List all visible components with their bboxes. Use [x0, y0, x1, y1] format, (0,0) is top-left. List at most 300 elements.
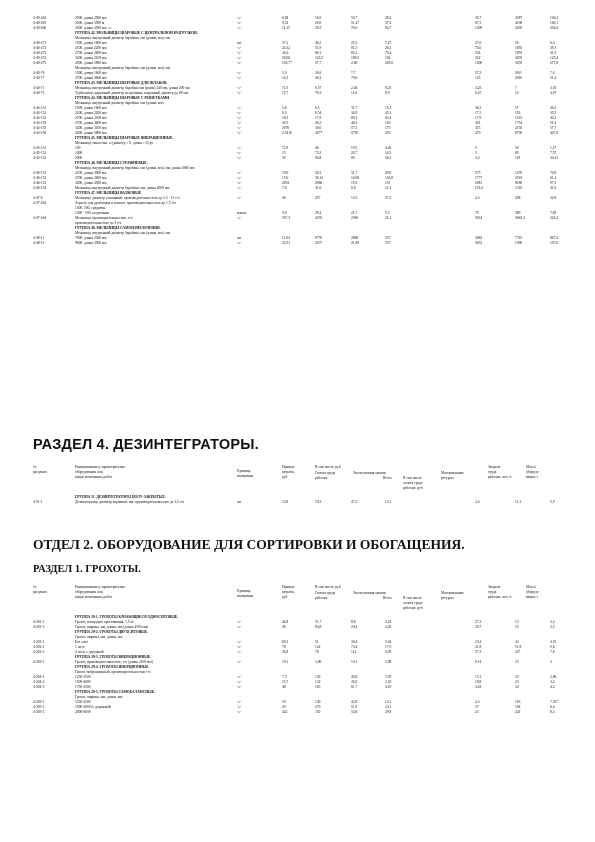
name-cell: 7000, длина 2300 мм	[75, 236, 107, 240]
code-cell: 4-40-266	[33, 26, 47, 30]
machine-cell: 76,0	[351, 26, 358, 30]
direct-cost-cell: 11,15	[282, 26, 290, 30]
machine-cell: 2,46	[351, 86, 358, 90]
machine-wage-cell: 45,3	[385, 111, 392, 115]
group-title: ГРУППА 29-2. ГРОХОТЫ ДВУХСИТОВЫЕ.	[75, 630, 148, 634]
header-mach-wage: В том числе оплата труда рабочих, руб.	[403, 596, 424, 610]
machine-cell: 31,7	[351, 106, 358, 110]
machine-wage-cell: 537	[385, 236, 391, 240]
direct-cost-cell: 15	[282, 151, 286, 155]
name-cell: 2700, длина 3600 мм	[75, 76, 107, 80]
material-cell: 5632	[475, 241, 483, 245]
wage-cell: 150	[315, 710, 321, 714]
machine-cell: 2000	[351, 236, 359, 240]
machine-cell: 48,3	[351, 121, 358, 125]
unit-cell: шт	[237, 500, 242, 504]
otdel-2-block	[33, 536, 567, 715]
unit-cell: -»-	[237, 21, 242, 25]
wage-cell: 26,6	[315, 71, 322, 75]
mass-cell: 5,5	[550, 500, 555, 504]
unit-cell: -»-	[237, 620, 242, 624]
header-mach-all: Всего	[383, 596, 392, 600]
group-title: ГРУППА 44. МЕЛЬНИЦЫ ШАРОВЫЕ С РЕШЕТКАМИ.	[75, 96, 170, 100]
name-cell: 3200, длина 4500 мм	[75, 181, 107, 185]
machine-wage-cell: 136,8	[385, 176, 394, 180]
wage-cell: 17,9	[315, 116, 322, 120]
code-cell: 4-46-152	[33, 176, 47, 180]
name-cell: Грохот, ширина, мм, длина, мм	[75, 635, 123, 639]
machine-cell: 0,8	[351, 186, 356, 190]
machine-wage-cell: 7,27	[385, 41, 392, 45]
name-cell: Дезинтегратор, диаметр корзинки, мм, производительностью до 3,5 т/ч	[75, 500, 185, 504]
unit-cell: -»-	[237, 196, 242, 200]
machine-cell: 81,5	[351, 46, 358, 50]
header-mach-all: Всего	[383, 476, 392, 480]
code-cell: 4-201-1	[33, 620, 45, 624]
mass-cell: 125,4	[550, 56, 559, 60]
machine-cell: 180,5	[351, 56, 360, 60]
mass-cell: 277,8	[550, 61, 559, 65]
mass-cell: 97,5	[550, 181, 557, 185]
direct-cost-cell: 9,0	[282, 211, 287, 215]
wage-cell: 84,8	[315, 625, 322, 629]
unit-cell: -»-	[237, 625, 242, 629]
machine-cell: 73,4	[351, 645, 358, 649]
name-cell: 2700, длина 3600 мм	[75, 51, 107, 55]
code-cell: 4-202-1	[33, 640, 45, 644]
labor-cell: 50	[515, 41, 519, 45]
group-title: ГРУППА 29-1. ГРОХОТЫ КАЧАЮЩИЕСЯ ОДНОСИТОВЫЕ.	[75, 615, 179, 619]
direct-cost-cell: 78	[282, 645, 286, 649]
machine-cell: 50,7	[351, 16, 358, 20]
machine-cell: 61,7	[351, 685, 358, 689]
code-cell: 4-40-274	[33, 56, 47, 60]
material-cell: 24,8	[475, 685, 482, 689]
machine-cell: 5795	[351, 131, 359, 135]
group-title: ГРУППА 51. ДЕЗИНТЕГРАТОРЫ ПОЛУ-ЗАКРЫТЫЕ.	[75, 495, 166, 499]
machine-wage-cell: 151	[385, 181, 391, 185]
machine-wage-cell: 2,24	[385, 620, 392, 624]
labor-cell: 42	[515, 640, 519, 644]
mass-cell: 5,6	[550, 645, 555, 649]
group-title: ГРУППА 45. МЕЛЬНИЦЫ ШАРОВЫЕ ВИБРАЦИОННЫЕ.	[75, 136, 174, 140]
header-direct: Прямые затраты, руб.	[282, 465, 295, 479]
code-cell: 4-204-3	[33, 685, 45, 689]
header-mass: Масса оборудо- вания, т	[526, 465, 540, 479]
code-cell: 4-47-264	[33, 216, 47, 220]
machine-cell: 7,7	[351, 71, 356, 75]
group-title: ГРУППА 42. МОЛЬНИЦЫ ШАРОВЫЕ С ЦЕНТРАЛЬНОЙ РАЗГРУЗКОЙ.	[75, 31, 198, 35]
wage-cell: 4577	[315, 131, 323, 135]
material-cell: 57,3	[475, 650, 482, 654]
top-table-block	[33, 16, 567, 246]
code-cell: 4-40-271	[33, 41, 47, 45]
wage-cell: 94,8	[315, 156, 322, 160]
wage-cell: 80,1	[315, 51, 322, 55]
machine-wage-cell: 37,3	[385, 196, 392, 200]
wage-cell: 31,6	[315, 186, 322, 190]
machine-cell: 47,3	[351, 500, 358, 504]
unit-cell: -»-	[237, 675, 242, 679]
name-cell: Грохот, ширина, мм, длина, мм (длина 4500 мм)	[75, 625, 149, 629]
wage-cell: 6,57	[315, 86, 322, 90]
unit-cell: -»-	[237, 76, 242, 80]
labor-cell: 1754	[515, 121, 523, 125]
direct-cost-cell: 15,7	[282, 680, 289, 684]
header-name: Наименование и характеристика оборудования или видов монтажных работ	[75, 585, 125, 599]
machine-wage-cell: 13,1	[385, 500, 392, 504]
unit-cell: -»-	[237, 181, 242, 185]
mass-cell: 222,4	[550, 216, 559, 220]
machine-cell: 19,5	[351, 181, 358, 185]
wage-cell: 54,3	[315, 500, 322, 504]
wage-cell: 51,7	[315, 620, 322, 624]
direct-cost-cell: 2054	[282, 181, 290, 185]
direct-cost-cell: 36,8	[282, 650, 289, 654]
mass-cell: 7,357	[550, 700, 559, 704]
mass-cell: 2	[550, 660, 552, 664]
code-cell: 4-48-11	[33, 236, 45, 240]
name-cell: 2500, длина 3500 м	[75, 21, 105, 25]
unit-cell: -»-	[237, 156, 242, 160]
machine-cell: 21,49	[351, 241, 360, 245]
header-mat: Материальные ресурсы	[441, 591, 464, 600]
material-cell: 57,5	[475, 71, 482, 75]
wage-cell: 51,9	[315, 46, 322, 50]
table-row	[33, 241, 590, 246]
material-cell: 470	[475, 131, 481, 135]
wage-cell: 16,9	[315, 16, 322, 20]
wage-cell: 140	[315, 700, 321, 704]
material-cell: 74,0	[475, 46, 482, 50]
wage-cell: 9776	[315, 236, 323, 240]
header-incl: В том числе, руб.	[315, 585, 342, 589]
unit-cell: -»-	[237, 86, 242, 90]
material-cell: 2081	[475, 181, 483, 185]
labor-cell: 2519	[515, 176, 523, 180]
code-cell: 4-46-154	[33, 186, 47, 190]
name-cell: 1500-4000	[75, 680, 91, 684]
name-cell: 1500, длина 1600 мм	[75, 41, 107, 45]
machine-wage-cell: 453	[385, 131, 391, 135]
machine-cell: 31,7	[351, 171, 358, 175]
header-mach: Эксплуатация машин	[353, 591, 386, 595]
labor-cell: 5476	[515, 61, 523, 65]
unit-cell: -»-	[237, 61, 242, 65]
labor-cell: 11,3	[515, 500, 522, 504]
name-cell: 3500, длина 2500 мм -»-	[75, 26, 112, 30]
rates-table-otdel-2	[33, 615, 590, 715]
code-cell: 4-44-152	[33, 111, 47, 115]
mass-cell: 1,47	[550, 146, 557, 150]
code-cell: 4-202-3	[33, 650, 45, 654]
name-cell: 3200, длина 3100 мм	[75, 56, 107, 60]
labor-cell: 2150	[515, 126, 523, 130]
name-cell: 3200, длина 3100 мм	[75, 126, 107, 130]
name-cell: Мельница, диаметр оснований, производительностью до 3,5 - 15 т/ч	[75, 196, 180, 200]
direct-cost-cell: 9,52	[282, 21, 289, 25]
material-cell: 3	[475, 151, 477, 155]
machine-cell: 24,7	[351, 151, 358, 155]
machine-wage-cell: 557	[385, 241, 391, 245]
unit-cell: -»-	[237, 91, 242, 95]
name-cell: 2100, длина 3000 мм	[75, 171, 107, 175]
unit-cell: -»-	[237, 241, 242, 245]
wage-cell: 57,7	[315, 61, 322, 65]
material-cell: 17,9	[475, 116, 482, 120]
name-cell: 1750-4500	[75, 685, 91, 689]
labor-cell: 118	[515, 156, 521, 160]
code-cell: 4-44-154	[33, 121, 47, 125]
material-cell: 27,0	[475, 41, 482, 45]
mass-cell: 61,4	[550, 176, 557, 180]
direct-cost-cell: 28	[282, 625, 286, 629]
machine-cell: 80,2	[351, 116, 358, 120]
name-cell: 2100, длина 2200 мм	[75, 46, 107, 50]
code-cell: 4-40-71	[33, 86, 45, 90]
machine-cell: 54,6	[351, 710, 358, 714]
header-labor: Затраты труда рабочих, чел.-ч	[488, 585, 512, 599]
labor-cell: 7745	[515, 236, 523, 240]
machine-wage-cell: 6,95	[385, 650, 392, 654]
material-cell: 78	[475, 211, 479, 215]
code-cell: 4-44-156	[33, 131, 47, 135]
material-cell: 4,3	[475, 196, 480, 200]
machine-wage-cell: 102	[385, 56, 391, 60]
machine-wage-cell: 11,3	[385, 186, 392, 190]
labor-cell: 163	[515, 700, 521, 704]
direct-cost-cell: 15,7	[282, 91, 289, 95]
labor-cell: 8180	[515, 181, 523, 185]
rates-table-section-4	[33, 495, 590, 505]
machine-wage-cell: 8,9	[385, 91, 390, 95]
header-mat: Материальные ресурсы	[441, 471, 464, 480]
section-4-block	[33, 437, 567, 505]
material-cell: 8,14	[475, 660, 482, 664]
header-labor: Затраты труда рабочих, чел.-ч	[488, 465, 512, 479]
code-cell: 4-40-265	[33, 21, 47, 25]
table-row	[33, 500, 590, 505]
unit-cell: компл.	[237, 211, 248, 215]
direct-cost-cell: 15,0	[282, 176, 289, 180]
labor-cell: 227	[515, 650, 521, 654]
mass-cell: 41,0	[550, 186, 557, 190]
wage-cell: 78	[315, 650, 319, 654]
header-num: № расценок	[33, 585, 47, 594]
code-cell: 4-51-1	[33, 500, 43, 504]
group-title: ГРУППА 48. МЕЛЬНИЦЫ САМОИЗМЕЛЬЧЕНИЯ.	[75, 226, 161, 230]
mass-cell: 41,5	[550, 51, 557, 55]
unit-cell: -»-	[237, 56, 242, 60]
unit-cell: -»-	[237, 116, 242, 120]
header-direct: Прямые затраты, руб.	[282, 585, 295, 599]
mass-cell: 447,8	[550, 131, 559, 135]
group-title: ГРУППА 29-5. ГРОХОТЫ САМОБАЛАНСНЫЕ.	[75, 690, 155, 694]
material-cell: 4,3	[475, 700, 480, 704]
name-cell: 2100, длина 2200 мм	[75, 111, 107, 115]
direct-cost-cell: 20	[282, 705, 286, 709]
unit-cell: -»-	[237, 146, 242, 150]
name-cell: Турболизер, наружный диаметр по кромкам, наружный диаметр до 89 мм	[75, 91, 188, 95]
material-cell: 31,8	[475, 645, 482, 649]
mass-cell: 6,4	[550, 41, 555, 45]
material-cell: 254	[475, 51, 481, 55]
machine-wage-cell: 4,26	[385, 146, 392, 150]
machine-wage-cell: 94,7	[385, 26, 392, 30]
material-cell: 322	[475, 56, 481, 60]
labor-cell: 2010	[515, 76, 523, 80]
name-cell: 100	[75, 146, 81, 150]
unit-cell: -»-	[237, 216, 242, 220]
material-cell: 151,6	[475, 186, 484, 190]
direct-cost-cell: 8,84	[282, 16, 289, 20]
unit-cell: -»-	[237, 121, 242, 125]
name-cell: 1500, длина 1600 мм	[75, 106, 107, 110]
code-cell: 4-40-77	[33, 76, 45, 80]
direct-cost-cell: 9,0	[282, 111, 287, 115]
wage-cell: 122	[315, 645, 321, 649]
labor-cell: 57	[515, 106, 519, 110]
name-cell: Мельница, внутренний диаметр барабана, мм (длина, мм)	[75, 101, 164, 105]
material-cell: 575	[475, 171, 481, 175]
material-cell: 201	[475, 121, 481, 125]
mass-cell: 867,4	[550, 236, 559, 240]
header-unit: Единица измерения	[237, 589, 254, 598]
wage-cell: 26,5	[315, 121, 322, 125]
unit-cell: -»-	[237, 51, 242, 55]
material-cell: 23	[475, 710, 479, 714]
labor-cell: 1000	[515, 241, 523, 245]
labor-cell: 224	[515, 710, 521, 714]
mass-cell: 7,8	[550, 650, 555, 654]
unit-cell: -»-	[237, 171, 242, 175]
header-unit: Единица измерения	[237, 469, 254, 478]
machine-cell: 70,0	[351, 76, 358, 80]
machine-cell: 21,7	[351, 211, 358, 215]
name-cell: 1300 - 500, подъемник	[75, 211, 110, 215]
machine-wage-cell: 2,25	[385, 680, 392, 684]
direct-cost-cell: 7,5	[282, 675, 287, 679]
rates-table-top	[33, 16, 590, 246]
material-cell: 3,4	[475, 156, 480, 160]
wage-cell: 44	[315, 146, 319, 150]
name-cell: Грохот, ширина, мм, длина, мм	[75, 695, 123, 699]
mass-cell: 20,3	[550, 106, 557, 110]
wage-cell: 30,5	[315, 26, 322, 30]
mass-cell: 7,83	[550, 211, 557, 215]
machine-wage-cell: 26,3	[385, 46, 392, 50]
mass-cell: 7,57	[550, 151, 557, 155]
wage-cell: 46,5	[315, 41, 322, 45]
machine-wage-cell: 17,9	[385, 645, 392, 649]
code-cell: 4-45-153	[33, 156, 47, 160]
machine-cell: 34,0	[351, 111, 358, 115]
unit-cell: шт	[237, 236, 242, 240]
code-cell: 4-40-76	[33, 71, 45, 75]
machine-cell: 45,8	[351, 675, 358, 679]
material-cell: 37	[475, 705, 479, 709]
machine-wage-cell: 24,1	[385, 705, 392, 709]
mass-cell: 8,4	[550, 710, 555, 714]
labor-cell: 380	[515, 211, 521, 215]
machine-cell: 20,4	[351, 625, 358, 629]
labor-cell: 30,0	[515, 71, 522, 75]
labor-cell: 15	[515, 660, 519, 664]
name-cell: Мельница, внутренний диаметр барабана, мм, длина 2600 мм	[75, 186, 170, 190]
direct-cost-cell: 72,8	[282, 146, 289, 150]
unit-cell: -»-	[237, 151, 242, 155]
unit-cell: -»-	[237, 700, 242, 704]
direct-cost-cell: 34,6	[282, 51, 289, 55]
labor-cell: 80	[515, 151, 519, 155]
name-cell: 1250-3500	[75, 675, 91, 679]
machine-cell: 42,8	[351, 700, 358, 704]
wage-cell: 20,3	[315, 171, 322, 175]
material-cell: 1309	[475, 26, 483, 30]
labor-cell: 1153	[515, 116, 523, 120]
unit-cell: -»-	[237, 705, 242, 709]
otdel-2-title: ОТДЕЛ 2. ОБОРУДОВАНИЕ ДЛЯ СОРТИРОВКИ И ОБОГАЩЕНИЯ.	[33, 537, 465, 552]
labor-cell: 4305	[515, 26, 523, 30]
mass-cell: 3,2	[550, 625, 555, 629]
name-cell: Без сита	[75, 640, 88, 644]
labor-cell: 153	[515, 111, 521, 115]
unit-cell: -»-	[237, 176, 242, 180]
name-cell: 2000-6000	[75, 710, 91, 714]
machine-wage-cell: 63,4	[385, 116, 392, 120]
unit-cell: -»-	[237, 131, 242, 135]
name-cell: 1300, 500, среднечн.	[75, 206, 106, 210]
direct-cost-cell: 2,5416	[282, 131, 292, 135]
mass-cell: 7,0	[550, 71, 555, 75]
direct-cost-cell: 11,04	[282, 236, 290, 240]
machine-cell: 80	[351, 156, 355, 160]
machine-cell: 36,4	[351, 640, 358, 644]
name-cell: 4500, длина 5800 мм	[75, 131, 107, 135]
code-cell: 4-204-1	[33, 675, 45, 679]
machine-wage-cell: 70,4	[385, 51, 392, 55]
code-cell: 4-40-275	[33, 61, 47, 65]
material-cell: 23,4	[475, 640, 482, 644]
wage-cell: 270	[315, 705, 321, 709]
table-header-1	[33, 465, 567, 489]
mass-cell: 4,53	[550, 640, 557, 644]
machine-wage-cell: 37,3	[385, 21, 392, 25]
name-cell: 2700, длина 3600 мм	[75, 121, 107, 125]
name-cell: Мельница, емкостью, л (диаметр ≥ 0, длина ≥ 0) до	[75, 141, 154, 145]
mass-cell: 29,3	[550, 46, 557, 50]
labor-cell: 13	[515, 620, 519, 624]
unit-cell: -»-	[237, 16, 242, 20]
machine-wage-cell: 28,4	[385, 16, 392, 20]
machine-wage-cell: 8,25	[385, 86, 392, 90]
material-cell: 125	[475, 76, 481, 80]
direct-cost-cell: 48	[282, 685, 286, 689]
name-cell: Мельница, производительностью, т/ч	[75, 216, 133, 220]
labor-cell: 14	[515, 91, 519, 95]
header-incl: В том числе, руб.	[315, 465, 342, 469]
name-cell: 2700, длина 2100 мм	[75, 116, 107, 120]
machine-wage-cell: 175	[385, 126, 391, 130]
labor-cell: 32	[515, 685, 519, 689]
group-title: ГРУППА 29-4. ГРОХОТЫ ИНЕРЦИОННЫЕ.	[75, 665, 150, 669]
wage-cell: 145	[315, 675, 321, 679]
wage-cell: 20,0	[315, 21, 322, 25]
wage-cell: 2960	[315, 181, 323, 185]
name-cell: Грохот, вибрационный, производительностью т/ч	[75, 670, 151, 674]
mass-cell: 4,2	[550, 685, 555, 689]
name-cell: 1500, длина 1600 мм	[75, 71, 107, 75]
